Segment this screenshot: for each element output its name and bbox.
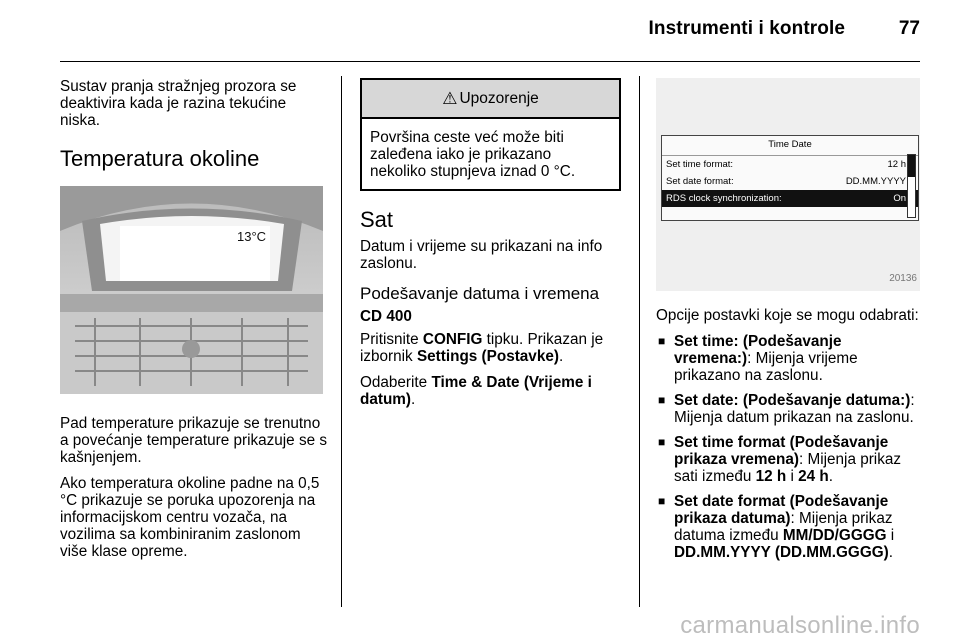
section-heading-ambient-temperature: Temperatura okoline xyxy=(60,146,260,171)
image-id: 20136 xyxy=(889,273,917,284)
settings-menu-name: Settings (Postavke) xyxy=(416,348,559,365)
options-intro: Opcije postavki koje se mogu odabrati: xyxy=(656,307,919,324)
warning-triangle-icon: ⚠ xyxy=(442,89,458,108)
column-1 xyxy=(60,78,328,569)
select-paragraph: Odaberite Time & Date (Vrijeme i datum). xyxy=(360,374,592,408)
bullet-square-icon: ■ xyxy=(658,393,666,407)
screen-scrollbar-thumb xyxy=(908,155,915,177)
screen-row-rds-sync: RDS clock synchronization: On xyxy=(662,190,918,207)
site-watermark: carmanualsonline.info xyxy=(680,612,920,639)
instrument-cluster-photo xyxy=(60,186,323,394)
model-label: CD 400 xyxy=(360,308,412,325)
column-3 xyxy=(656,78,922,569)
temperature-paragraph-1: Pad temperature prikazuje se trenutno a povećanje temperature prikazuje se s kašnjenjem. xyxy=(60,415,327,466)
warning-body: Površina ceste već može biti zaleđena iako je prikazano nekoliko stupnjeva iznad 0 °C. xyxy=(370,129,576,180)
temperature-paragraph-2: Ako temperatura okoline padne na 0,5 °C prikazuje se poruka upozorenja na informacijskom centru vozača, na vozilima sa kombiniranim zaslonom više klase opreme. xyxy=(60,475,320,560)
warning-title: Upozorenje xyxy=(459,90,539,107)
bullet-square-icon: ■ xyxy=(658,435,666,449)
time-date-screen-image xyxy=(656,78,920,291)
bullet-square-icon: ■ xyxy=(658,334,666,348)
list-item: ■ Set date format (Podešavanje prikaza datuma): Mijenja prikaz datuma između MM/DD/GGGG i DD.MM.YYYY (DD.MM.GGGG). xyxy=(658,493,895,561)
screen-row-date-format: Set date format: DD.MM.YYYY xyxy=(666,175,906,187)
page-number: 77 xyxy=(898,18,920,39)
list-item: ■ Set date: (Podešavanje datuma:): Mijenja datum prikazan na zaslonu. xyxy=(658,392,915,426)
warning-header xyxy=(362,80,619,119)
column-divider xyxy=(639,76,640,607)
options-list xyxy=(656,333,922,561)
header-rule xyxy=(60,61,920,62)
screen-row-time-format: Set time format: 12 h xyxy=(666,158,906,170)
time-date-menu-item: Time & Date (Vrijeme i datum) xyxy=(360,374,592,408)
config-key: CONFIG xyxy=(422,331,483,348)
column-divider xyxy=(341,76,342,607)
intro-paragraph: Sustav pranja stražnjeg prozora se deaktivira kada je razina tekućine niska. xyxy=(60,78,297,129)
ambient-temperature-readout: 13°C xyxy=(237,229,267,244)
list-item: ■ Set time format (Podešavanje prikaza vremena): Mijenja prikaz sati između 12 h i 24 h. xyxy=(658,434,902,485)
warning-box xyxy=(360,78,621,191)
page-header-title: Instrumenti i kontrole xyxy=(648,18,845,39)
list-item: ■ Set time: (Podešavanje vremena:): Mijenja vrijeme prikazano na zaslonu. xyxy=(658,333,858,384)
clock-paragraph: Datum i vrijeme su prikazani na info zaslonu. xyxy=(360,238,603,272)
instrument-cluster-illustration xyxy=(60,186,323,394)
column-2 xyxy=(360,78,622,417)
section-heading-clock: Sat xyxy=(360,207,394,232)
info-display-screen xyxy=(661,135,919,221)
bullet-square-icon: ■ xyxy=(658,494,666,508)
screen-scrollbar xyxy=(907,154,916,218)
subheading-date-time-setting: Podešavanje datuma i vremena xyxy=(360,284,600,303)
press-config-paragraph: Pritisnite CONFIG tipku. Prikazan je izbornik Settings (Postavke). xyxy=(360,331,604,365)
screen-title: Time Date xyxy=(662,136,918,156)
